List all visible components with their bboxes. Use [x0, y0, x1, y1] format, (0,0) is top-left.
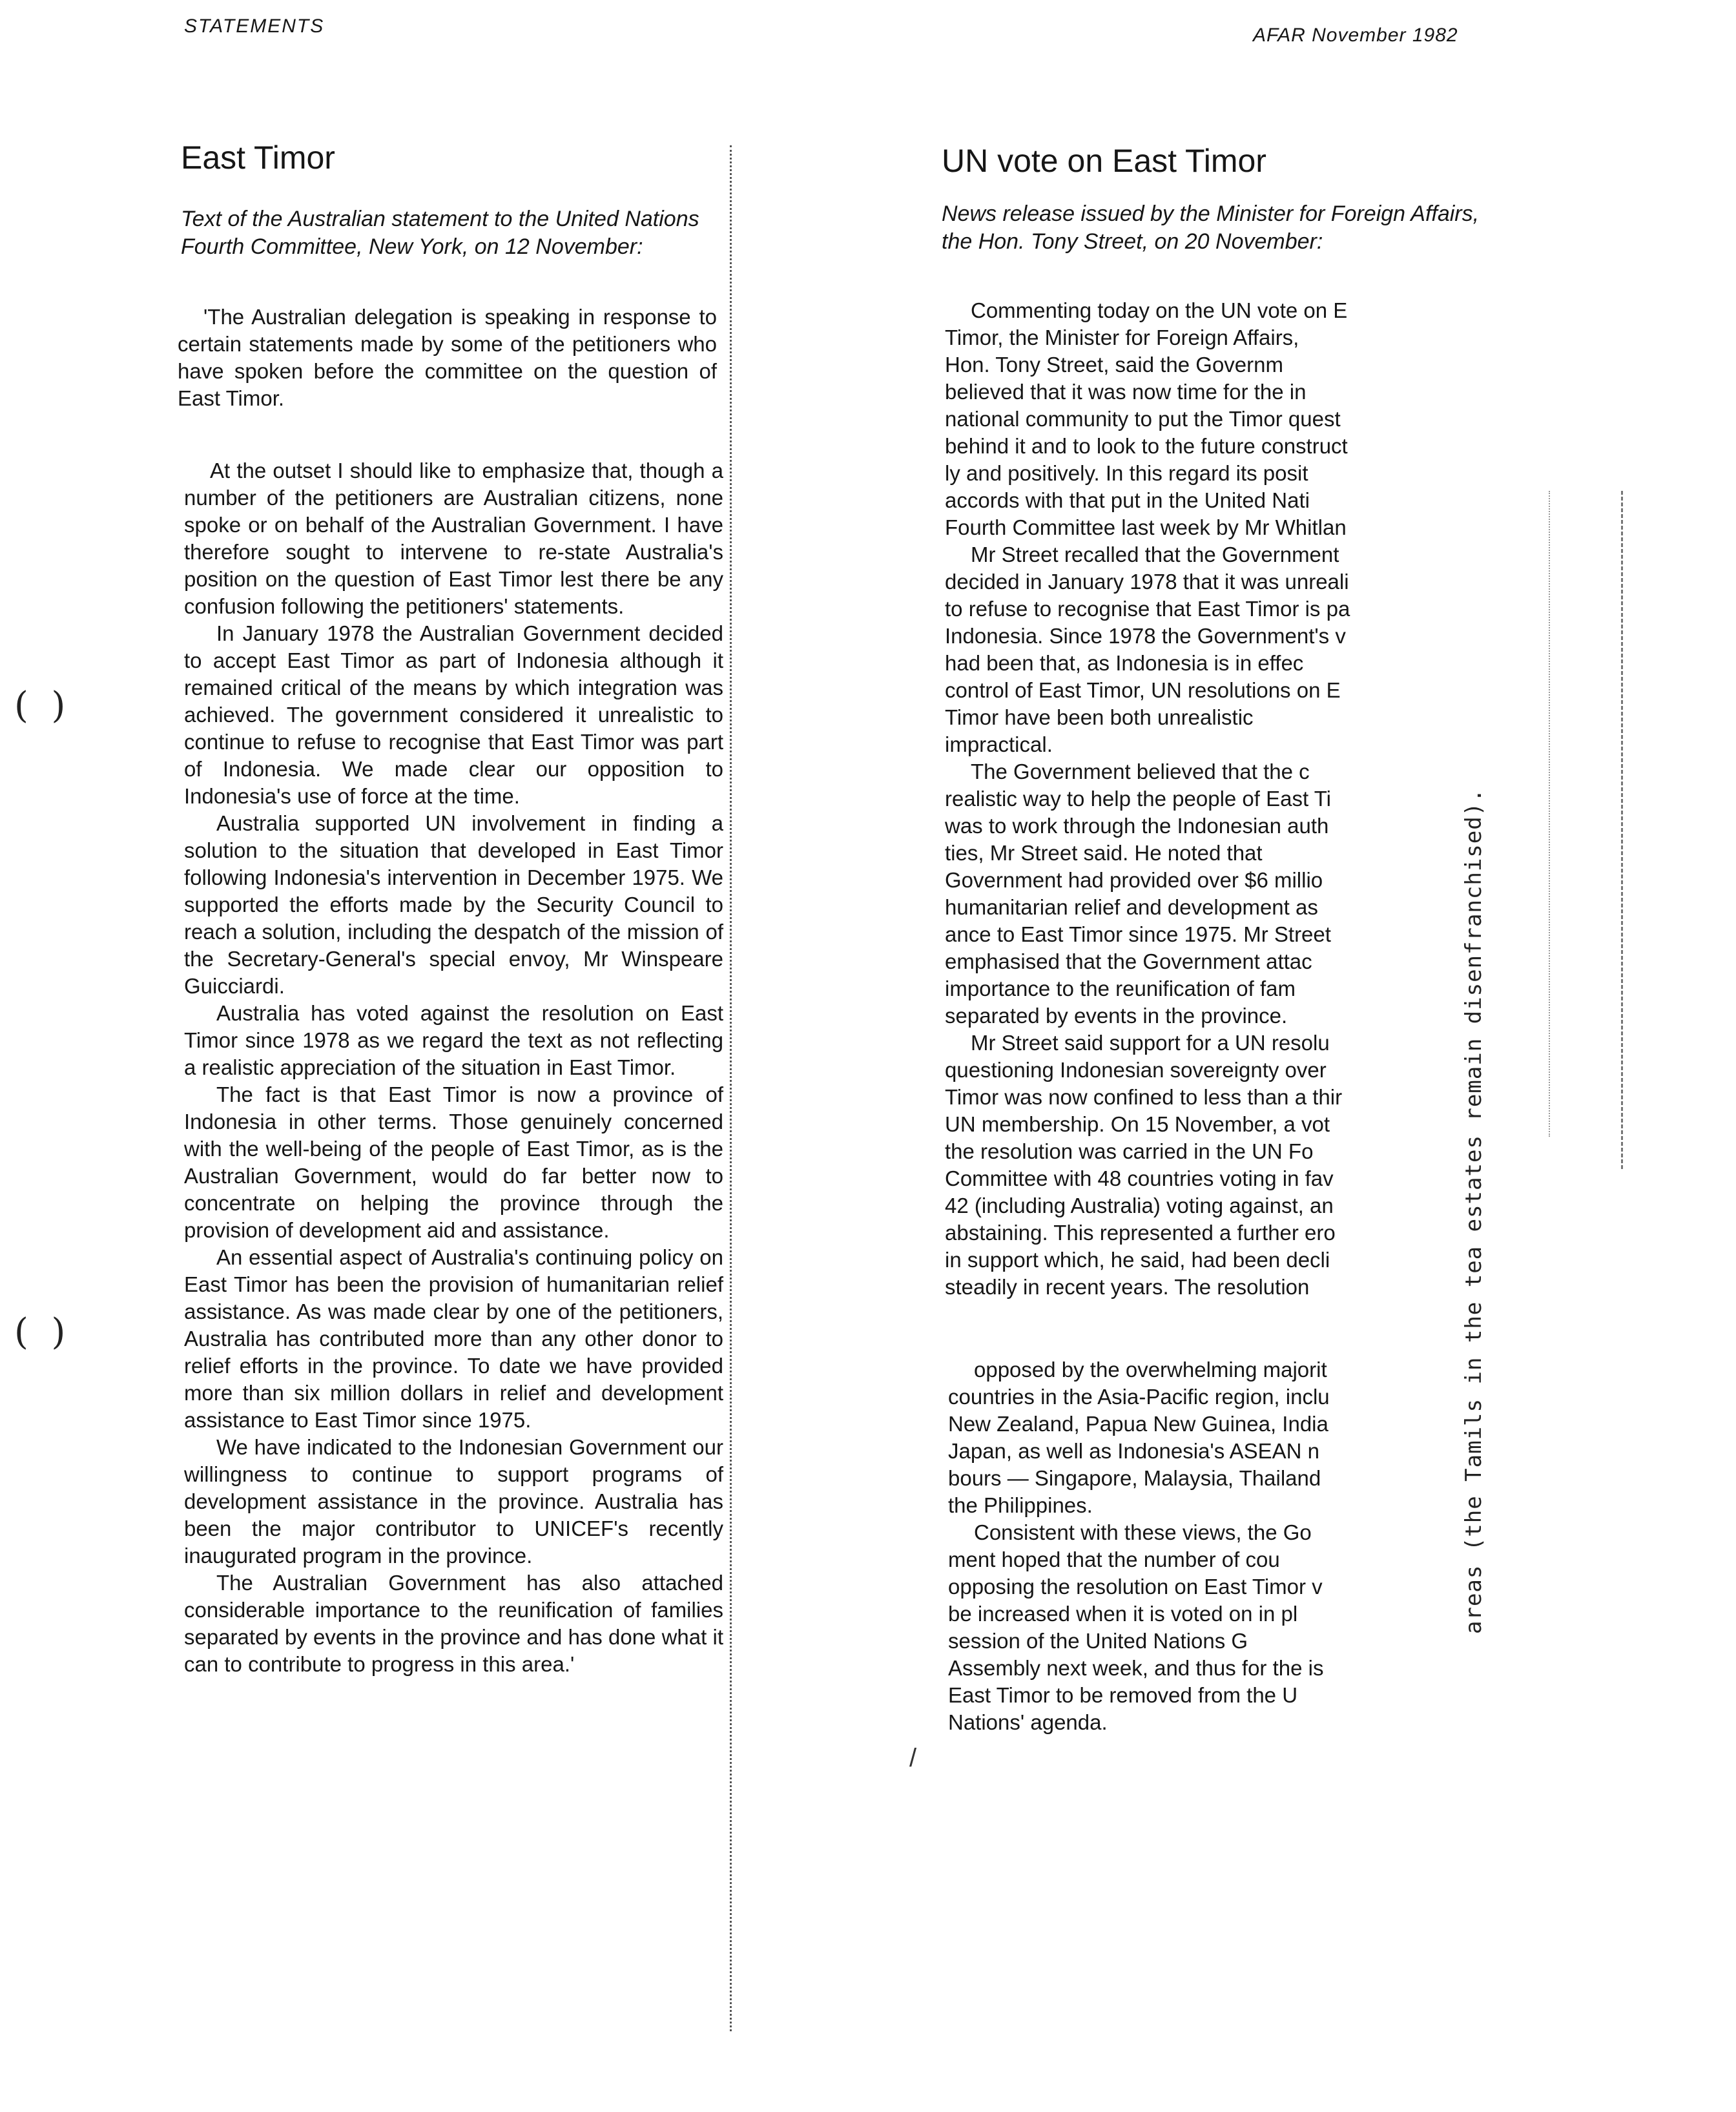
- right-article-title: UN vote on East Timor: [942, 143, 1266, 179]
- body-line: Timor have been both unrealistic: [945, 705, 1254, 729]
- body-line: the resolution was carried in the UN Fo: [945, 1139, 1314, 1163]
- body-line: Indonesia. Since 1978 the Government's v: [945, 624, 1346, 648]
- body-line: Mr Street recalled that the Government: [971, 543, 1339, 566]
- body-line: questioning Indonesian sovereignty over: [945, 1058, 1327, 1082]
- body-line: believed that it was now time for the in: [945, 380, 1307, 404]
- body-line: New Zealand, Papua New Guinea, India: [948, 1412, 1328, 1436]
- body-line: ly and positively. In this regard its posit: [945, 461, 1308, 485]
- left-article-subtitle: Text of the Australian statement to the United Nations Fourth Committee, New York, on 12 November:: [181, 207, 699, 259]
- body-line: Fourth Committee last week by Mr Whitlan: [945, 515, 1347, 539]
- body-line: abstaining. This represented a further ero: [945, 1221, 1336, 1245]
- body-line: to refuse to recognise that East Timor is pa: [945, 597, 1350, 621]
- body-line: realistic way to help the people of East Ti: [945, 787, 1331, 811]
- body-line: ties, Mr Street said. He noted that: [945, 841, 1263, 865]
- body-line: Nations' agenda.: [948, 1710, 1108, 1734]
- margin-typewritten-stamp: areas (the Tamils in the tea estates remain disenfranchised).: [1461, 788, 1487, 1634]
- body-paragraph: We have indicated to the Indonesian Government our willingness to continue to support programs of development assistance in the province. Australia has been the major contributor to UNICEF's recently inaugurated program in the province.: [184, 1435, 723, 1568]
- section-header: STATEMENTS: [184, 16, 325, 37]
- margin-dot-line: [1549, 491, 1550, 1137]
- body-line: Assembly next week, and thus for the is: [948, 1656, 1324, 1680]
- body-line: Commenting today on the UN vote on E: [971, 298, 1348, 322]
- binder-hole-mark: ( ): [14, 685, 66, 727]
- left-article-body: [184, 457, 723, 1678]
- body-line: national community to put the Timor quest: [945, 407, 1341, 431]
- body-line: UN membership. On 15 November, a vot: [945, 1112, 1330, 1136]
- right-article-subtitle: News release issued by the Minister for Foreign Affairs, the Hon. Tony Street, on 20 November:: [942, 202, 1480, 254]
- stray-mark: /: [909, 1744, 917, 1772]
- body-line: in support which, he said, had been decli: [945, 1248, 1330, 1272]
- body-line: had been that, as Indonesia is in effec: [945, 651, 1304, 675]
- body-line: the Philippines.: [948, 1493, 1093, 1517]
- body-paragraph: An essential aspect of Australia's continuing policy on East Timor has been the provision of humanitarian relief assistance. As was made clear by one of the petitioners, Australia has contributed more than any other donor to relief efforts in the province. To date we have provided more than six million dollars in relief and development assistance to East Timor since 1975.: [184, 1245, 723, 1432]
- left-article-intro: [178, 304, 717, 412]
- body-line: importance to the reunification of fam: [945, 977, 1296, 1000]
- body-line: 42 (including Australia) voting against, an: [945, 1194, 1334, 1217]
- body-paragraph: The Australian Government has also attached considerable importance to the reunification of families separated by events in the province and has done what it can to contribute to progress in this area.': [184, 1571, 723, 1676]
- body-paragraph: The fact is that East Timor is now a province of Indonesia in other terms. Those genuinely concerned with the well-being of the people of East Timor, as is the Australian Government, would do far better now to concentrate on helping the province through the provision of development aid and assistance.: [184, 1082, 723, 1242]
- body-line: decided in January 1978 that it was unreali: [945, 570, 1349, 594]
- body-line: humanitarian relief and development as: [945, 895, 1318, 919]
- body-line: ment hoped that the number of cou: [948, 1548, 1280, 1571]
- body-line: accords with that put in the United Nati: [945, 488, 1310, 512]
- body-line: ance to East Timor since 1975. Mr Street: [945, 922, 1331, 946]
- body-line: separated by events in the province.: [945, 1004, 1288, 1028]
- body-line: control of East Timor, UN resolutions on E: [945, 678, 1341, 702]
- body-line: opposing the resolution on East Timor v: [948, 1575, 1323, 1599]
- body-line: was to work through the Indonesian auth: [945, 814, 1329, 838]
- body-line: East Timor to be removed from the U: [948, 1683, 1298, 1707]
- body-paragraph: At the outset I should like to emphasize that, though a number of the petitioners are Australian citizens, none spoke or on behalf of the Australian Government. I have therefore sought to intervene to re-state Australia's position on the question of East Timor lest there be any confusion following the petitioners' statements.: [184, 459, 723, 618]
- body-paragraph: Australia has voted against the resolution on East Timor since 1978 as we regard the text as not reflecting a realistic appreciation of the situation in East Timor.: [184, 1001, 723, 1079]
- body-line: Committee with 48 countries voting in fav: [945, 1166, 1334, 1190]
- body-line: Timor, the Minister for Foreign Affairs,: [945, 326, 1299, 349]
- publication-date: AFAR November 1982: [1253, 25, 1458, 46]
- margin-dash-line: [1621, 491, 1623, 1169]
- body-line: countries in the Asia-Pacific region, inclu: [948, 1385, 1330, 1409]
- body-line: Hon. Tony Street, said the Governm: [945, 353, 1283, 377]
- column-divider: [730, 145, 732, 2031]
- body-paragraph: Australia supported UN involvement in finding a solution to the situation that developed in East Timor following Indonesia's intervention in December 1975. We supported the efforts made by the Security Council to reach a solution, including the despatch of the mission of the Secretary-General's special envoy, Mr Winspeare Guicciardi.: [184, 811, 723, 998]
- body-paragraph: In January 1978 the Australian Government decided to accept East Timor as part of Indonesia although it remained critical of the means by which integration was achieved. The government considered it unrealistic to continue to refuse to recognise that East Timor was part of Indonesia. We made clear our opposition to Indonesia's use of force at the time.: [184, 621, 723, 808]
- body-line: session of the United Nations G: [948, 1629, 1248, 1653]
- body-line: opposed by the overwhelming majorit: [974, 1358, 1327, 1382]
- body-line: steadily in recent years. The resolution: [945, 1275, 1310, 1299]
- left-article-title: East Timor: [181, 140, 335, 176]
- body-line: Consistent with these views, the Go: [974, 1520, 1312, 1544]
- body-line: Timor was now confined to less than a thir: [945, 1085, 1343, 1109]
- binder-hole-mark: ( ): [14, 1311, 66, 1353]
- right-article-body-top: [945, 297, 1445, 1305]
- body-line: behind it and to look to the future construct: [945, 434, 1348, 458]
- body-line: The Government believed that the c: [971, 760, 1310, 783]
- body-line: Japan, as well as Indonesia's ASEAN n: [948, 1439, 1319, 1463]
- body-line: be increased when it is voted on in pl: [948, 1602, 1298, 1626]
- intro-paragraph: 'The Australian delegation is speaking in response to certain statements made by some of the petitioners who have spoken before the committee on the question of East Timor.: [178, 305, 717, 410]
- body-line: Mr Street said support for a UN resolu: [971, 1031, 1330, 1055]
- body-line: impractical.: [945, 732, 1053, 756]
- body-line: Government had provided over $6 millio: [945, 868, 1323, 892]
- body-line: emphasised that the Government attac: [945, 949, 1312, 973]
- body-line: bours — Singapore, Malaysia, Thailand: [948, 1466, 1321, 1490]
- right-article-body-bottom: [948, 1356, 1445, 1757]
